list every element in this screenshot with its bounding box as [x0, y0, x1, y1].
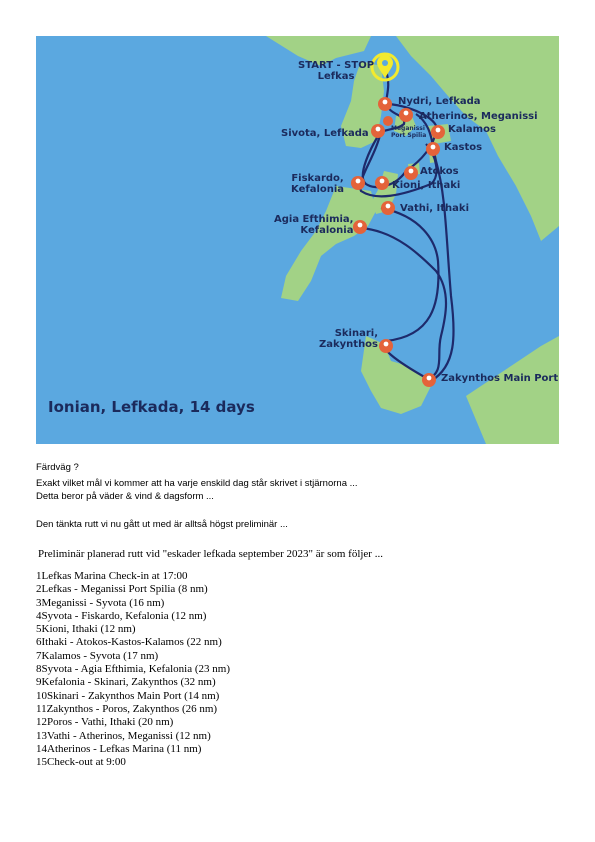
- route-item: 14Atherinos - Lefkas Marina (11 nm): [36, 742, 202, 755]
- label-kastos: Kastos: [444, 142, 483, 153]
- label-atherinos: Atherinos, Meganissi: [419, 111, 538, 122]
- route-item: 6Ithaki - Atokos-Kastos-Kalamos (22 nm): [36, 636, 222, 649]
- label-agia-efthimia: [274, 214, 353, 236]
- label-fiskardo: [291, 173, 344, 195]
- intro-line-1: Exakt vilket mål vi kommer att ha varje enskild dag står skrivet i stjärnorna ...: [36, 478, 358, 489]
- label-atokos: Atokos: [420, 166, 459, 177]
- label-fiskardo-text: Fiskardo,: [291, 173, 344, 184]
- route-item: 5Kioni, Ithaki (12 nm): [36, 623, 136, 636]
- route-item: 7Kalamos - Syvota (17 nm): [36, 649, 159, 662]
- route-item: 9Kefalonia - Skinari, Zakynthos (32 nm): [36, 676, 216, 689]
- label-agia-text: Agia Efthimia,: [274, 214, 354, 225]
- label-skinari: [319, 328, 378, 350]
- label-sivota: Sivota, Lefkada: [281, 128, 369, 139]
- label-kefalonia-2: Kefalonia: [300, 225, 354, 236]
- label-kefalonia-1: Kefalonia: [291, 184, 345, 195]
- route-item: 1Lefkas Marina Check-in at 17:00: [36, 570, 188, 582]
- intro-line-2: Detta beror på väder & vind & dagsform ...: [36, 491, 214, 502]
- route-item: 11Zakynthos - Poros, Zakynthos (26 nm): [36, 702, 218, 715]
- label-start-text: START - STOP: [298, 60, 375, 71]
- route-item: 8Syvota - Agia Efthimia, Kefalonia (23 nm): [36, 663, 230, 676]
- label-kalamos: Kalamos: [448, 124, 496, 135]
- label-nydri: Nydri, Lefkada: [398, 96, 481, 107]
- route-item: 3Meganissi - Syvota (16 nm): [36, 596, 165, 609]
- label-zakynthos-port: Zakynthos Main Port: [441, 373, 559, 384]
- route-item: 12Poros - Vathi, Ithaki (20 nm): [36, 716, 174, 729]
- label-meganissi-port: [391, 126, 426, 139]
- route-item: 13Vathi - Atherinos, Meganissi (12 nm): [36, 729, 211, 742]
- route-map: [36, 36, 559, 444]
- label-kioni: Kioni, Ithaki: [392, 180, 461, 191]
- label-port-spilia: Port Spilia: [391, 131, 427, 139]
- route-heading: Preliminär planerad rutt vid "eskader lefkada september 2023" är som följer ...: [38, 548, 383, 560]
- label-vathi: Vathi, Ithaki: [400, 203, 469, 214]
- route-item: 10Skinari - Zakynthos Main Port (14 nm): [36, 689, 220, 702]
- label-zakynthos: Zakynthos: [319, 339, 379, 350]
- label-lefkas: Lefkas: [317, 71, 355, 82]
- map-title: Ionian, Lefkada, 14 days: [48, 398, 255, 416]
- intro-heading: Färdväg ?: [36, 462, 79, 473]
- label-meganissi: Meganissi: [391, 125, 425, 132]
- route-item: 4Syvota - Fiskardo, Kefalonia (12 nm): [36, 609, 207, 622]
- route-list: [36, 570, 230, 769]
- label-skinari-text: Skinari,: [334, 328, 379, 339]
- label-start: [298, 60, 374, 82]
- route-item: 15Check-out at 9:00: [36, 756, 126, 769]
- intro-line-3: Den tänkta rutt vi nu gått ut med är alltså högst preliminär ...: [36, 519, 288, 530]
- route-item: 2Lefkas - Meganissi Port Spilia (8 nm): [36, 583, 208, 596]
